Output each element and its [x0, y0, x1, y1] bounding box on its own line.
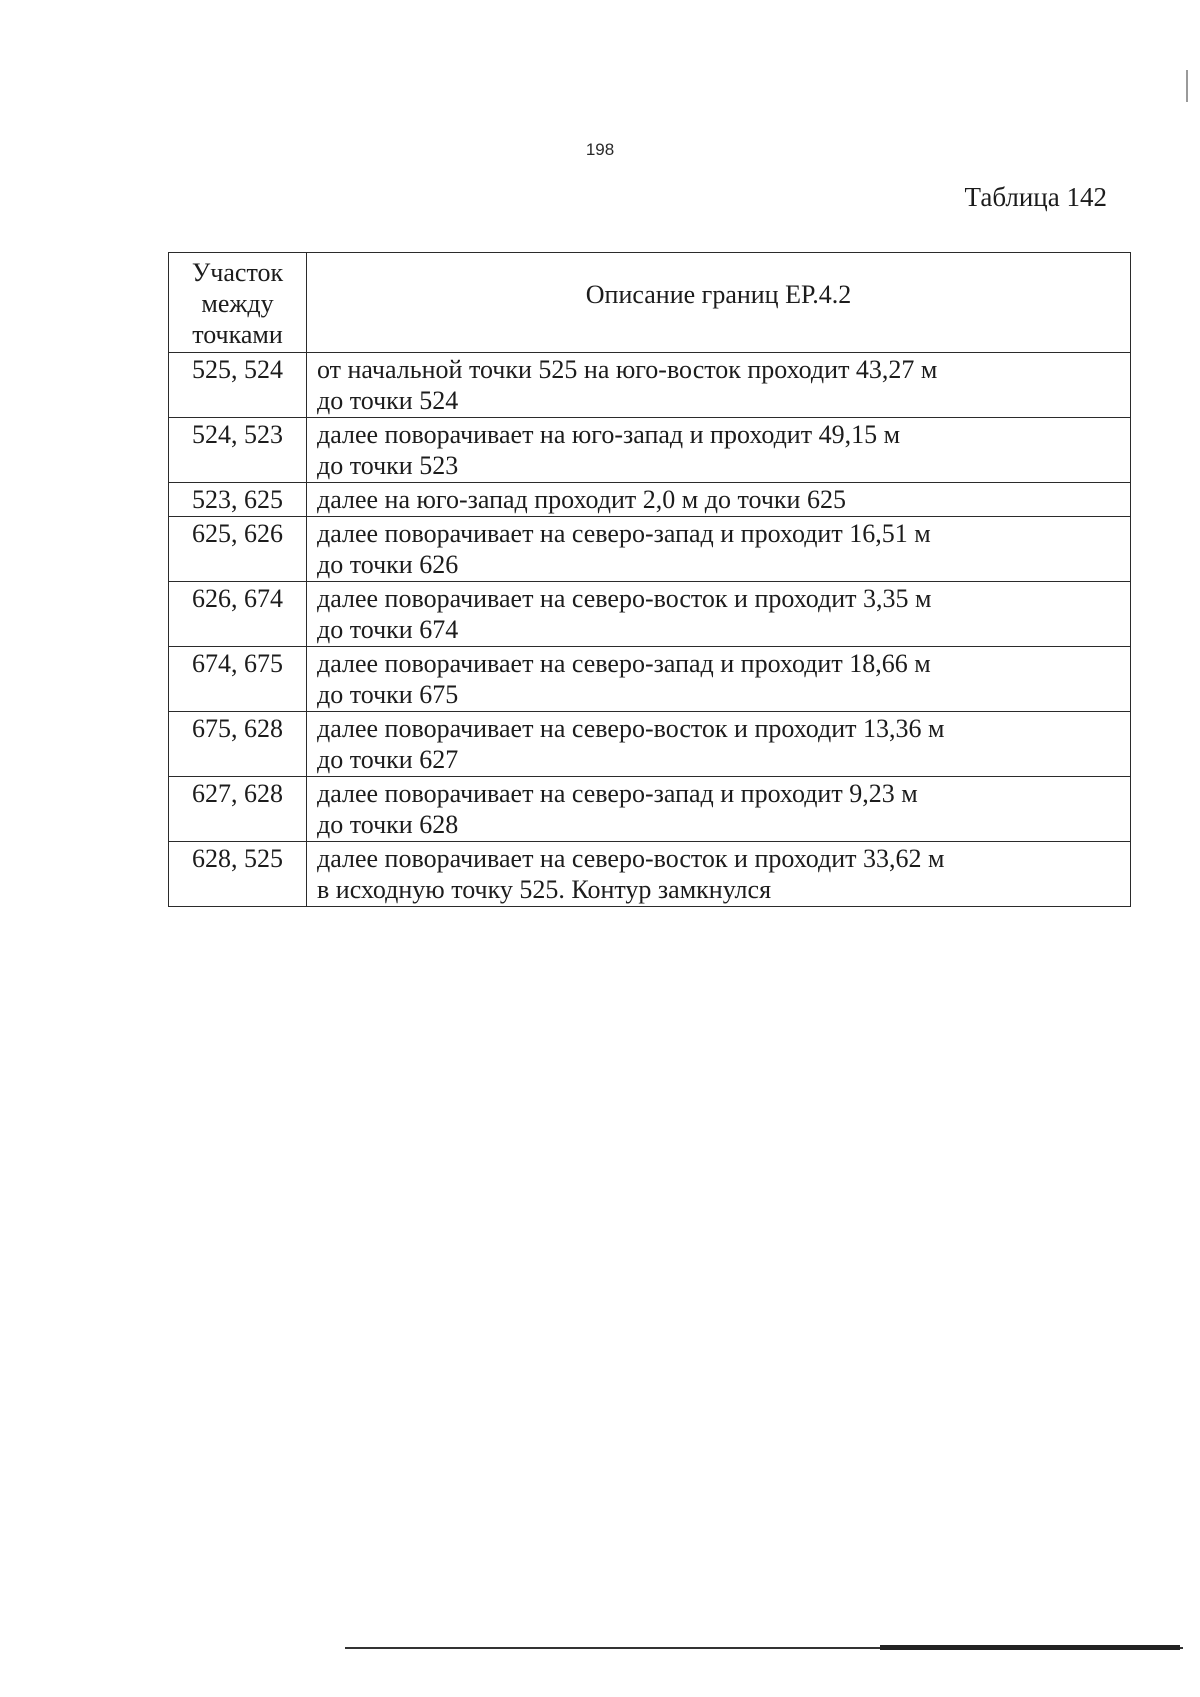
table-row: [169, 582, 1131, 647]
page-number: 198: [585, 140, 615, 159]
description-line: до точки 523: [317, 451, 459, 480]
description-line: до точки 626: [317, 550, 459, 579]
description-line: далее на юго-запад проходит 2,0 м до точки 625: [317, 485, 846, 514]
header-points-line: точками: [192, 320, 283, 349]
description-line: в исходную точку 525. Контур замкнулся: [317, 875, 772, 904]
points-cell: 674, 675: [169, 647, 307, 712]
description-cell: [307, 842, 1131, 907]
points-cell: 625, 626: [169, 517, 307, 582]
table-row: [169, 517, 1131, 582]
description-line: до точки 674: [317, 615, 459, 644]
description-cell: [307, 517, 1131, 582]
table-header-row: [169, 253, 1131, 353]
description-line: до точки 675: [317, 680, 459, 709]
points-cell: 523, 625: [169, 483, 307, 517]
description-line: до точки 524: [317, 386, 459, 415]
description-line: далее поворачивает на северо-восток и проходит 13,36 м: [317, 714, 945, 743]
points-cell: 628, 525: [169, 842, 307, 907]
description-cell: [307, 647, 1131, 712]
points-cell: 675, 628: [169, 712, 307, 777]
footer-rule-thick: [880, 1645, 1180, 1650]
table-row: [169, 483, 1131, 517]
boundary-table: [168, 252, 1131, 907]
description-line: далее поворачивает на северо-запад и проходит 9,23 м: [317, 779, 918, 808]
scan-edge-mark: [1186, 70, 1188, 102]
points-cell: 525, 524: [169, 353, 307, 418]
description-line: до точки 628: [317, 810, 459, 839]
header-points-line: между: [201, 289, 274, 318]
description-line: от начальной точки 525 на юго-восток проходит 43,27 м: [317, 355, 938, 384]
description-cell: [307, 353, 1131, 418]
table-row: [169, 777, 1131, 842]
table-row: [169, 418, 1131, 483]
description-cell: [307, 777, 1131, 842]
points-cell: 626, 674: [169, 582, 307, 647]
header-description: [307, 253, 1131, 353]
description-line: до точки 627: [317, 745, 459, 774]
points-cell: 524, 523: [169, 418, 307, 483]
description-line: далее поворачивает на юго-запад и проходит 49,15 м: [317, 420, 901, 449]
description-cell: [307, 418, 1131, 483]
points-cell: 627, 628: [169, 777, 307, 842]
description-line: далее поворачивает на северо-запад и проходит 18,66 м: [317, 649, 931, 678]
header-points: [169, 253, 307, 353]
description-cell: [307, 712, 1131, 777]
table-row: [169, 842, 1131, 907]
table-caption: Таблица 142: [964, 182, 1107, 212]
description-line: далее поворачивает на северо-восток и проходит 3,35 м: [317, 584, 932, 613]
header-description-text: Описание границ ЕР.4.2: [585, 280, 852, 309]
description-line: далее поворачивает на северо-запад и проходит 16,51 м: [317, 519, 931, 548]
description-line: далее поворачивает на северо-восток и проходит 33,62 м: [317, 844, 945, 873]
table-row: [169, 712, 1131, 777]
header-points-line: Участок: [191, 258, 284, 287]
table-row: [169, 647, 1131, 712]
table-row: [169, 353, 1131, 418]
description-cell: [307, 582, 1131, 647]
description-cell: [307, 483, 1131, 517]
